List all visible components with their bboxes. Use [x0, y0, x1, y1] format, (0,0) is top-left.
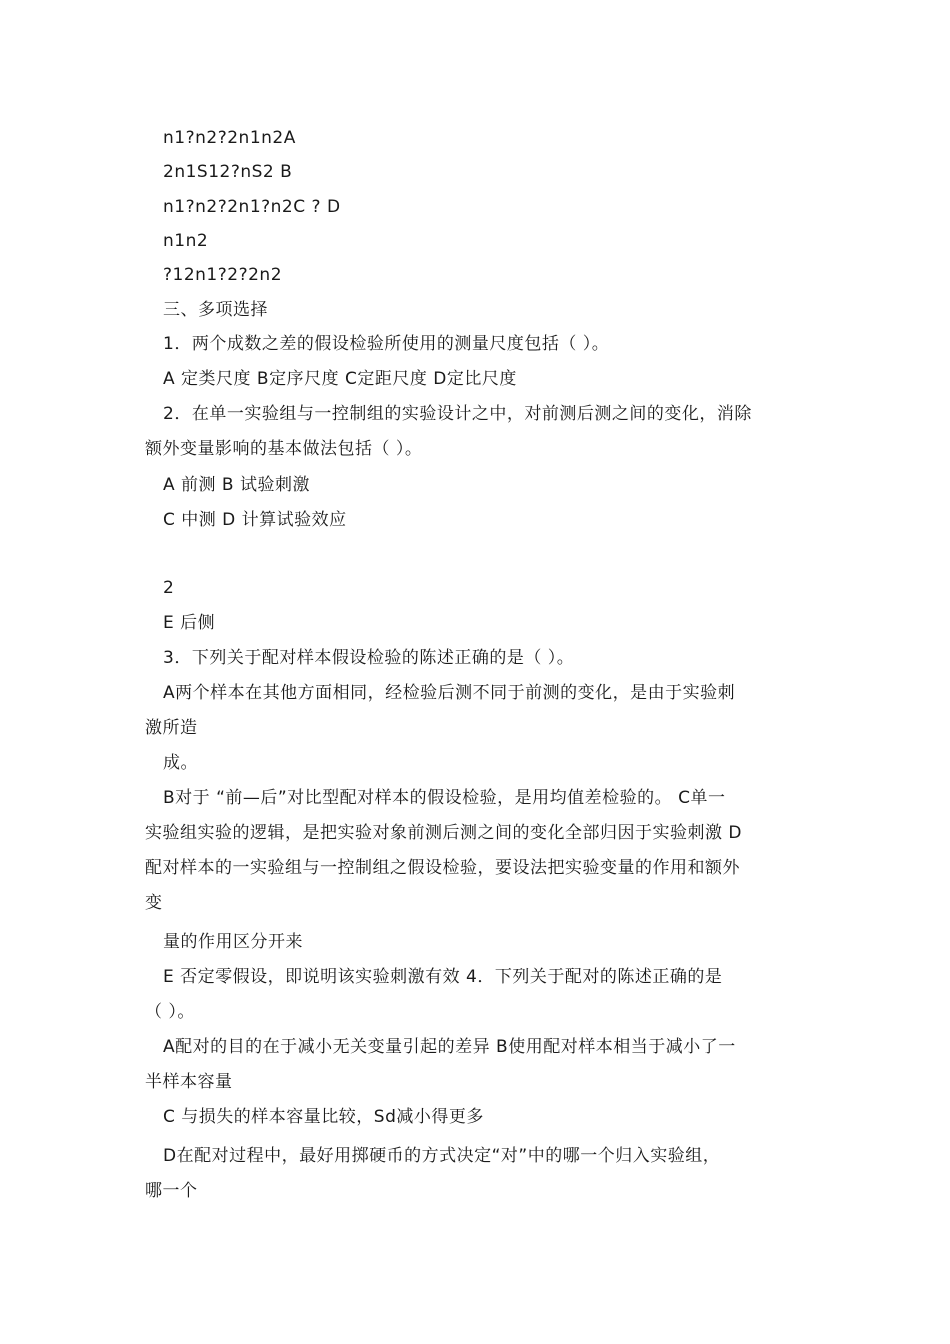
- question-3-option-e-and-question-4: E 否定零假设，即说明该实验刺激有效 4．下列关于配对的陈述正确的是: [163, 967, 723, 987]
- formula-line-1: n1?n2?2n1n2A: [163, 128, 296, 148]
- formula-line-4: n1n2: [163, 231, 209, 251]
- question-3-option-d: 配对样本的一实验组与一控制组之假设检验，要设法把实验变量的作用和额外: [145, 858, 740, 878]
- question-3-option-c: 实验组实验的逻辑，是把实验对象前测后测之间的变化全部归因于实验刺激 D: [145, 823, 742, 843]
- question-3-option-d-end: 量的作用区分开来: [163, 932, 303, 952]
- question-2-options-cd: C 中测 D 计算试验效应: [163, 510, 347, 530]
- question-3-option-b: B对于 “前—后”对比型配对样本的假设检验，是用均值差检验的。 C单一: [163, 788, 726, 808]
- question-3-option-a-cont: 激所造: [145, 718, 198, 738]
- question-4-option-d: D在配对过程中，最好用掷硬币的方式决定“对”中的哪一个归入实验组，: [163, 1146, 721, 1166]
- formula-line-2: 2n1S12?nS2 B: [163, 162, 293, 182]
- question-3-option-a: A两个样本在其他方面相同，经检验后测不同于前测的变化，是由于实验刺: [163, 683, 736, 703]
- question-4-cont: （ ）。: [145, 1002, 195, 1022]
- question-3: 3．下列关于配对样本假设检验的陈述正确的是（ ）。: [163, 648, 575, 668]
- question-3-option-d-cont: 变: [145, 893, 163, 913]
- question-1-options: A 定类尺度 B定序尺度 C定距尺度 D定比尺度: [163, 369, 517, 389]
- question-2: 2．在单一实验组与一控制组的实验设计之中，对前测后测之间的变化，消除: [163, 404, 752, 424]
- question-2-cont: 额外变量影响的基本做法包括（ ）。: [145, 439, 423, 459]
- question-3-option-a-end: 成。: [163, 753, 198, 773]
- formula-line-3: n1?n2?2n1?n2C ? D: [163, 197, 341, 217]
- question-4-options-ab: A配对的目的在于减小无关变量引起的差异 B使用配对样本相当于减小了一: [163, 1037, 736, 1057]
- question-4-option-c: C 与损失的样本容量比较，Sd减小得更多: [163, 1107, 484, 1127]
- section-heading: 三、多项选择: [163, 300, 268, 320]
- question-2-option-e: E 后侧: [163, 613, 216, 633]
- question-1: 1．两个成数之差的假设检验所使用的测量尺度包括（ ）。: [163, 334, 610, 354]
- page-number: 2: [163, 578, 175, 598]
- formula-line-5: ?12n1?2?2n2: [163, 265, 283, 285]
- question-4-options-ab-cont: 半样本容量: [145, 1072, 233, 1092]
- question-2-options-ab: A 前测 B 试验刺激: [163, 475, 311, 495]
- question-4-option-d-cont: 哪一个: [145, 1181, 198, 1201]
